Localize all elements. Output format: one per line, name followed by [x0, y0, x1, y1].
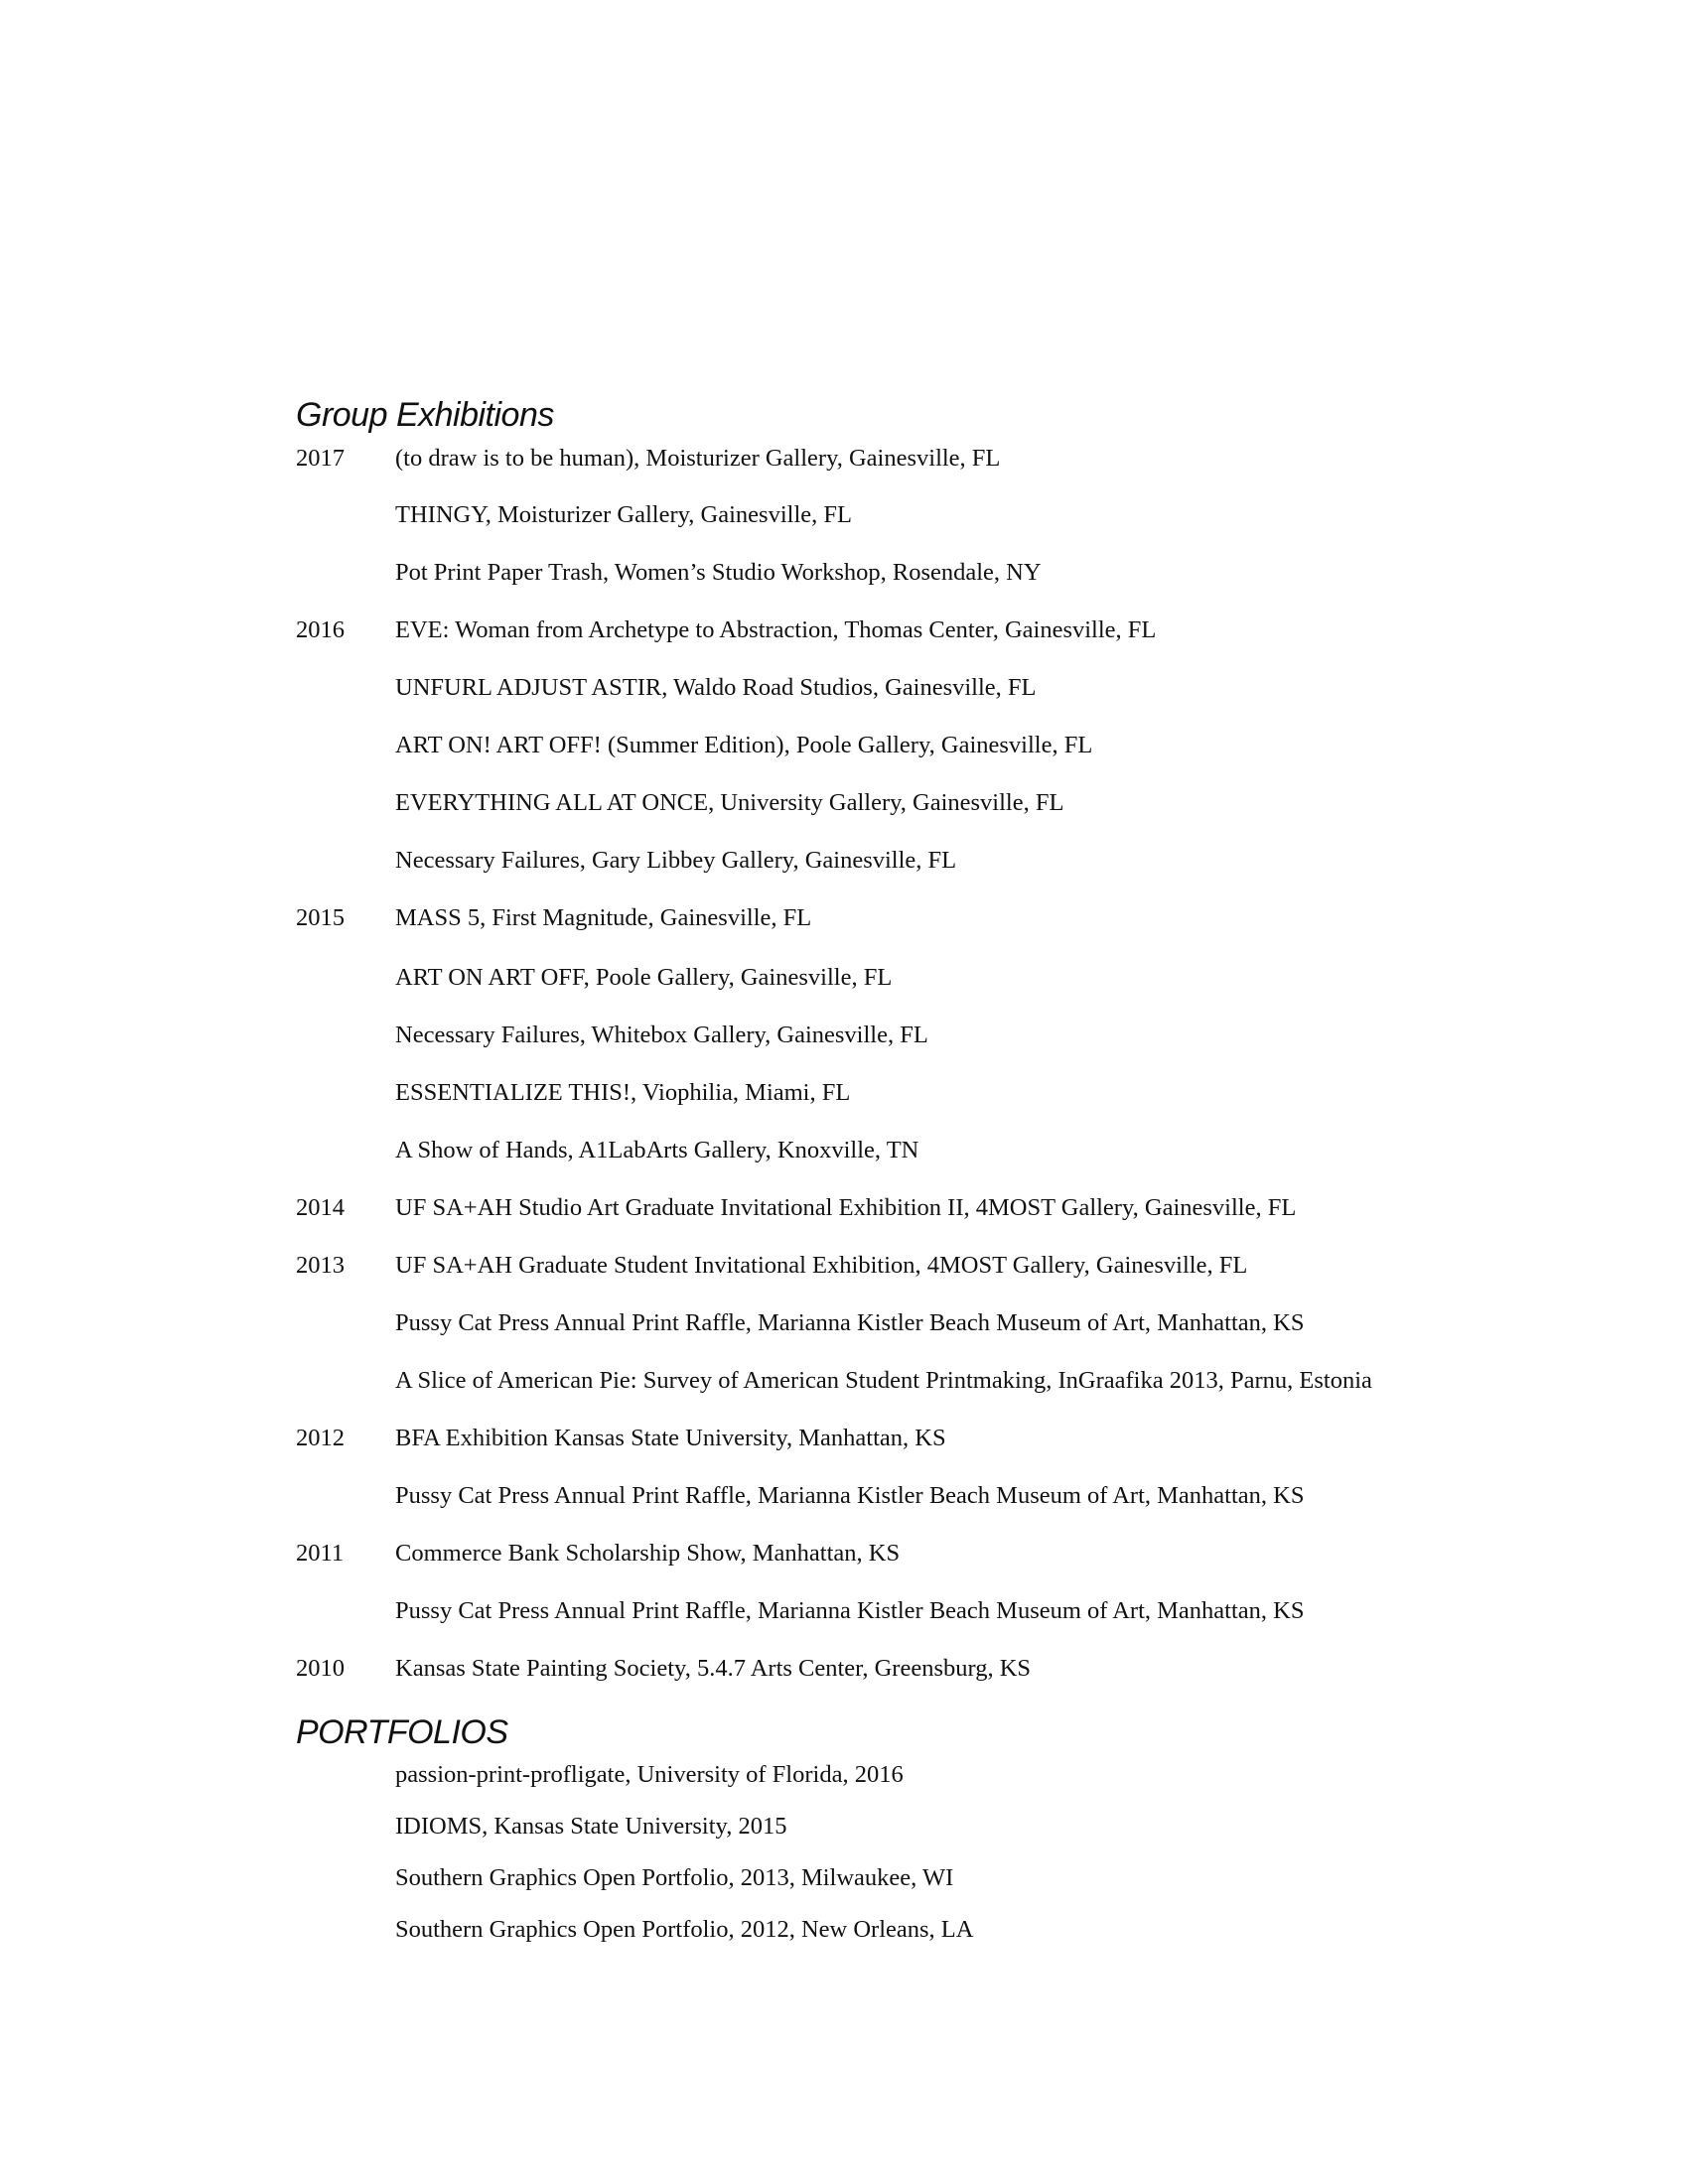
exhibition-entry: ART ON! ART OFF! (Summer Edition), Poole Gallery, Gainesville, FL — [395, 732, 1093, 758]
exhibition-entry: BFA Exhibition Kansas State University, Manhattan, KS — [395, 1425, 946, 1451]
exhibition-entry: THINGY, Moisturizer Gallery, Gainesville, FL — [395, 501, 852, 528]
portfolio-entry: Southern Graphics Open Portfolio, 2013, Milwaukee, WI — [395, 1864, 954, 1891]
exhibition-year: 2015 — [296, 904, 345, 931]
exhibition-entry: Commerce Bank Scholarship Show, Manhattan, KS — [395, 1540, 901, 1567]
exhibition-year: 2017 — [296, 445, 345, 472]
exhibition-entry: ESSENTIALIZE THIS!, Viophilia, Miami, FL — [395, 1079, 851, 1106]
portfolios-heading: PORTFOLIOS — [296, 1713, 508, 1751]
exhibition-entry: Necessary Failures, Whitebox Gallery, Gainesville, FL — [395, 1022, 928, 1048]
exhibition-entry: A Slice of American Pie: Survey of American Student Printmaking, InGraafika 2013, Parnu, Estonia — [395, 1367, 1372, 1394]
exhibition-entry: EVE: Woman from Archetype to Abstraction, Thomas Center, Gainesville, FL — [395, 616, 1157, 643]
group-exhibitions-heading: Group Exhibitions — [296, 396, 554, 434]
portfolio-entry: Southern Graphics Open Portfolio, 2012, New Orleans, LA — [395, 1916, 974, 1943]
exhibition-entry: (to draw is to be human), Moisturizer Gallery, Gainesville, FL — [395, 445, 1001, 472]
exhibition-entry: Pussy Cat Press Annual Print Raffle, Marianna Kistler Beach Museum of Art, Manhattan, KS — [395, 1482, 1305, 1509]
exhibition-entry: EVERYTHING ALL AT ONCE, University Gallery, Gainesville, FL — [395, 789, 1064, 816]
exhibition-entry: Pot Print Paper Trash, Women’s Studio Workshop, Rosendale, NY — [395, 559, 1042, 586]
exhibition-entry: Necessary Failures, Gary Libbey Gallery, Gainesville, FL — [395, 847, 957, 874]
exhibition-entry: Pussy Cat Press Annual Print Raffle, Marianna Kistler Beach Museum of Art, Manhattan, KS — [395, 1309, 1305, 1336]
exhibition-year: 2013 — [296, 1252, 345, 1279]
exhibition-entry: Pussy Cat Press Annual Print Raffle, Marianna Kistler Beach Museum of Art, Manhattan, KS — [395, 1597, 1305, 1624]
exhibition-entry: UF SA+AH Graduate Student Invitational Exhibition, 4MOST Gallery, Gainesville, FL — [395, 1252, 1248, 1279]
portfolio-entry: IDIOMS, Kansas State University, 2015 — [395, 1813, 787, 1840]
exhibition-year: 2011 — [296, 1540, 345, 1567]
exhibition-entry: UNFURL ADJUST ASTIR, Waldo Road Studios, Gainesville, FL — [395, 674, 1037, 701]
exhibition-entry: UF SA+AH Studio Art Graduate Invitational Exhibition II, 4MOST Gallery, Gainesville, FL — [395, 1194, 1297, 1221]
exhibition-year: 2014 — [296, 1194, 345, 1221]
exhibition-year: 2016 — [296, 616, 345, 643]
exhibition-entry: A Show of Hands, A1LabArts Gallery, Knoxville, TN — [395, 1137, 919, 1163]
exhibition-entry: ART ON ART OFF, Poole Gallery, Gainesville, FL — [395, 964, 893, 991]
portfolio-entry: passion-print-profligate, University of Florida, 2016 — [395, 1761, 904, 1788]
exhibition-year: 2010 — [296, 1655, 345, 1682]
exhibition-entry: MASS 5, First Magnitude, Gainesville, FL — [395, 904, 812, 931]
exhibition-year: 2012 — [296, 1425, 345, 1451]
exhibition-entry: Kansas State Painting Society, 5.4.7 Arts Center, Greensburg, KS — [395, 1655, 1032, 1682]
